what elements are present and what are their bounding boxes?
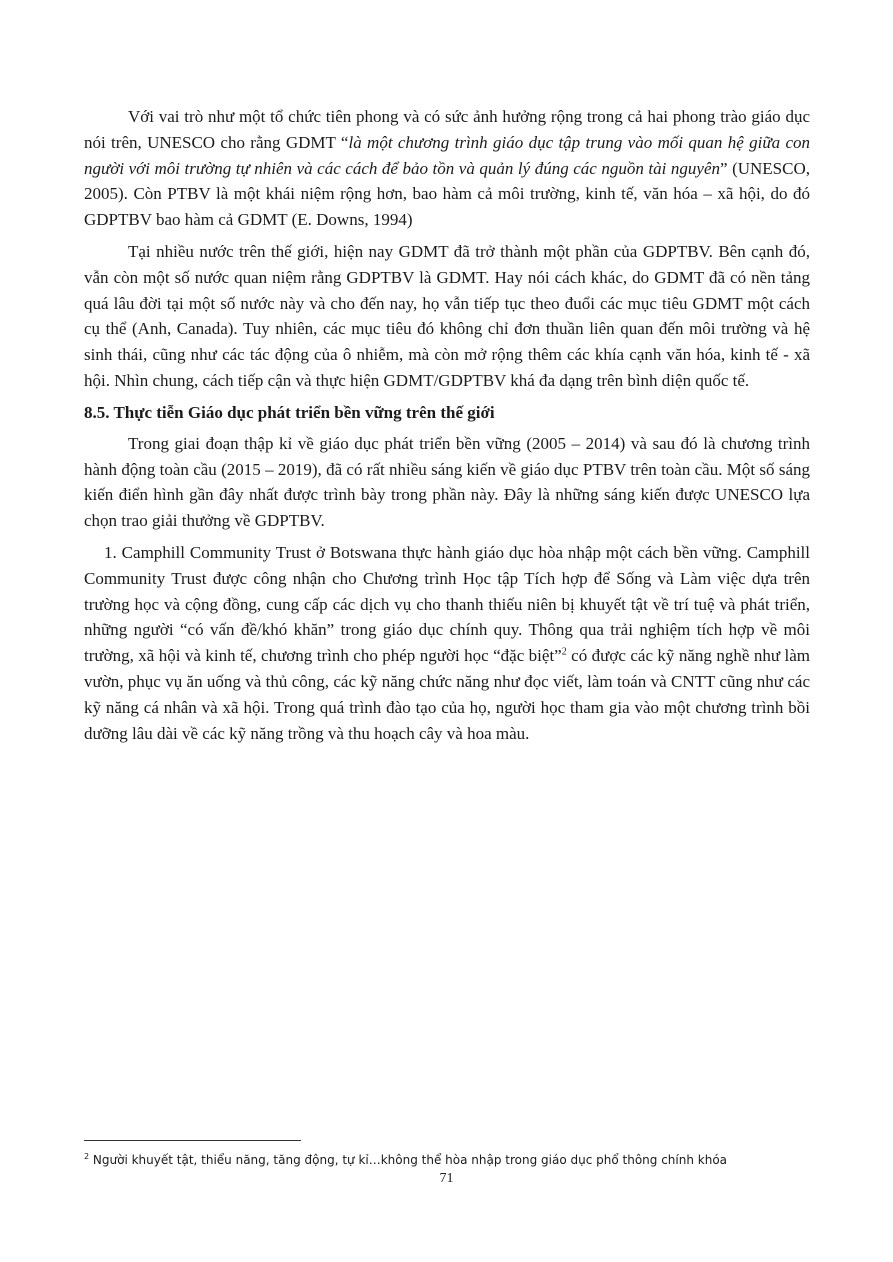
paragraph-unesco-definition: [84, 104, 810, 233]
paragraph-decade-initiatives: Trong giai đoạn thập kỉ về giáo dục phát triển bền vững (2005 – 2014) và sau đó là chương trình hành động toàn cầu (2015 – 2019), đã có rất nhiều sáng kiến về giáo dục PTBV trên toàn cầu. Một số sáng kiến điển hình gần đây nhất được trình bày trong phần này. Đây là những sáng kiến được UNESCO lựa chọn trao giải thưởng về GDPTBV.: [84, 433, 810, 531]
footnote-reference[interactable]: 2: [561, 646, 567, 658]
paragraph-gdmt-gdptbv: Tại nhiều nước trên thế giới, hiện nay GDMT đã trở thành một phần của GDPTBV. Bên cạnh đó, vẫn còn một số nước quan niệm rằng GDPTBV là GDMT. Hay nói cách khác, do GDMT đã có nền tảng quá lâu đời tại một số nước này và cho đến nay, họ vẫn tiếp tục theo đuổi các mục tiêu GDMT một cách cụ thể (Anh, Canada). Tuy nhiên, các mục tiêu đó không chỉ đơn thuần liên quan đến môi trường và hệ sinh thái, cũng như các tác động của ô nhiễm, mà còn mở rộng thêm các khía cạnh văn hóa, kinh tế - xã hội. Nhìn chung, cách tiếp cận và thực hiện GDMT/GDPTBV khá đa dạng trên bình diện quốc tế.: [84, 241, 810, 390]
section-heading: 8.5. Thực tiễn Giáo dục phát triển bền vững trên thế giới: [84, 402, 495, 422]
list-item-text: có được các kỹ năng nghề như làm vườn, phục vụ ăn uống và thủ công, các kỹ năng chức năng như đọc viết, làm toán và CNTT cũng như các kỹ năng cá nhân và xã hội. Trong quá trình đào tạo của họ, người học tham gia vào một chương trình bồi dưỡng lâu dài về các kỹ năng trồng và thu hoạch cây và hoa màu.: [84, 646, 810, 743]
body-text: [84, 104, 810, 746]
footnote-separator: [84, 1140, 301, 1141]
italic-quote: là một chương trình giáo dục tập trung vào mối quan hệ giữa con người với môi trường tự nhiên và các cách để bảo tồn và quản lý đúng các nguồn tài nguyên: [84, 132, 810, 178]
page-number: 71: [439, 1171, 454, 1186]
paragraph-text: Với vai trò như một tổ chức tiên phong và có sức ảnh hưởng rộng trong cả hai phong trào giáo dục nói trên, UNESCO cho rằng GDMT “: [84, 107, 810, 152]
footnote: [84, 1152, 810, 1168]
footnote-marker: 2: [84, 1152, 90, 1161]
paragraph-text: ” (UNESCO, 2005). Còn PTBV là một khái niệm rộng hơn, bao hàm cả môi trường, kinh tế, văn hóa – xã hội, do đó GDPTBV bao hàm cả GDMT (E. Downs, 1994): [84, 158, 811, 230]
list-item-text: 1. Camphill Community Trust ở Botswana thực hành giáo dục hòa nhập một cách bền vững. Camphill Community Trust được công nhận cho Chương trình Học tập Tích hợp để Sống và Làm việc dựa trên trường học và cộng đồng, cung cấp các dịch vụ cho thanh thiếu niên bị khuyết tật về trí tuệ và phát triển, những người “có vấn đề/khó khăn” trong giáo dục chính quy. Thông qua trải nghiệm tích hợp về môi trường, xã hội và kinh tế, chương trình cho phép người học “đặc biệt”: [84, 542, 810, 666]
list-item: [84, 540, 810, 746]
footnote-text: Người khuyết tật, thiểu năng, tăng động, tự kỉ…không thể hòa nhập trong giáo dục phổ thông chính khóa: [89, 1153, 728, 1167]
